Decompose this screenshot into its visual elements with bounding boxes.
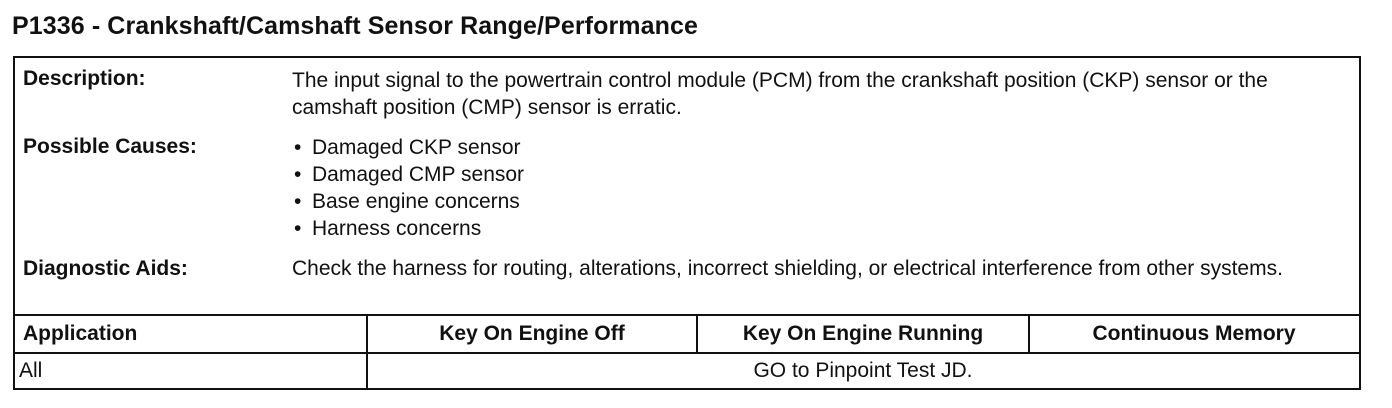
table-column-divider <box>366 316 368 388</box>
description-label: Description: <box>23 67 146 90</box>
header-key-on-engine-running: Key On Engine Running <box>742 322 984 345</box>
possible-causes-label: Possible Causes: <box>23 135 197 158</box>
table-row-divider <box>15 352 1359 354</box>
list-item: • Base engine concerns <box>292 188 1352 215</box>
table-column-divider <box>696 316 698 352</box>
table-column-divider <box>1028 316 1030 352</box>
header-application: Application <box>23 322 138 345</box>
page-title: P1336 - Crankshaft/Camshaft Sensor Range/Performance <box>12 12 698 40</box>
list-item: • Damaged CKP sensor <box>292 134 1352 161</box>
diagnostic-aids-label: Diagnostic Aids: <box>23 257 188 280</box>
cell-action-value: GO to Pinpoint Test JD. <box>753 359 973 382</box>
header-key-on-engine-off: Key On Engine Off <box>439 322 625 345</box>
description-text: The input signal to the powertrain control module (PCM) from the crankshaft position (CKP) sensor or the camshaft position (CMP) sensor is erratic. <box>292 69 1268 119</box>
cell-application-value: All <box>19 359 43 382</box>
application-table <box>15 314 1359 388</box>
dtc-info-box <box>13 56 1361 390</box>
list-item: • Damaged CMP sensor <box>292 161 1352 188</box>
possible-causes-list <box>292 134 1352 242</box>
header-continuous-memory: Continuous Memory <box>1092 322 1296 345</box>
diagnostic-aids-text: Check the harness for routing, alterations, incorrect shielding, or electrical interference from other systems. <box>292 257 1283 280</box>
list-item: • Harness concerns <box>292 215 1352 242</box>
